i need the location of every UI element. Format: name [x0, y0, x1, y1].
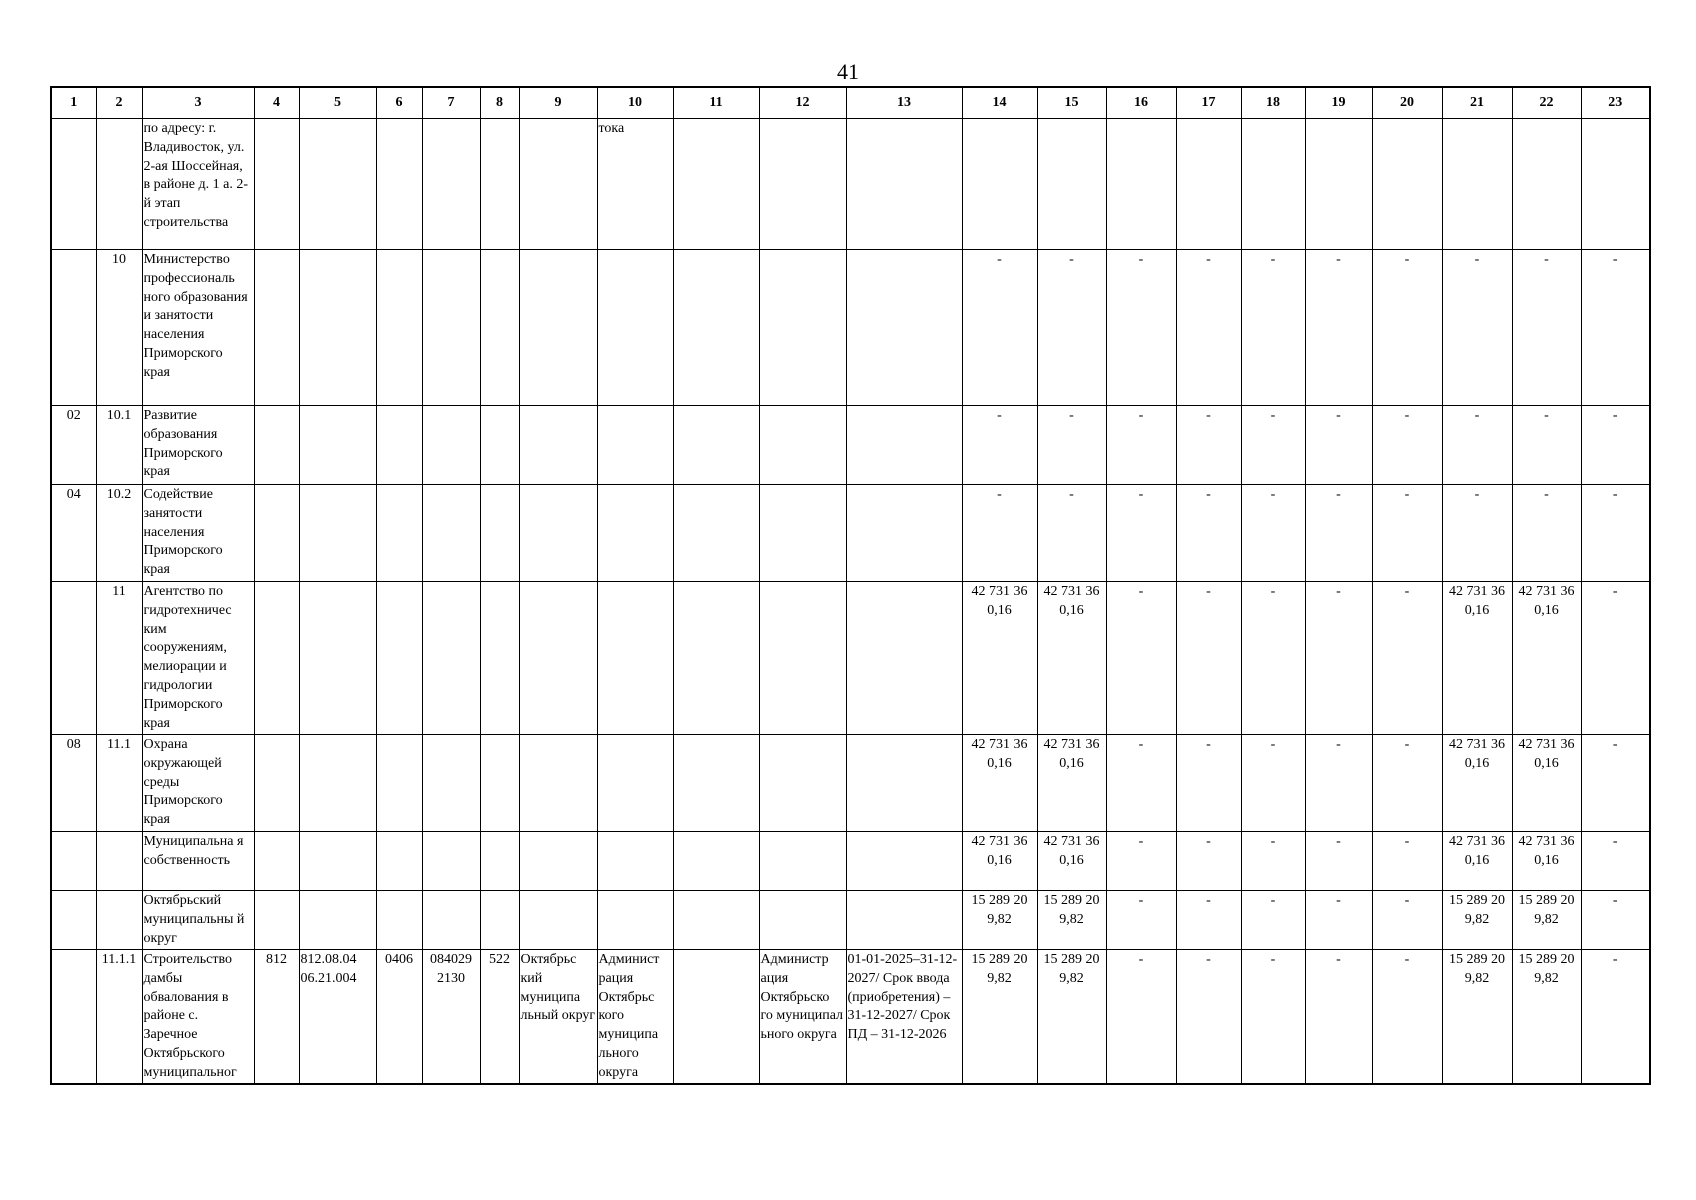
table-cell: 42 731 36 0,16 [1037, 582, 1106, 735]
table-cell: 11.1 [96, 735, 142, 832]
table-cell [254, 735, 299, 832]
table-cell [299, 582, 376, 735]
column-header: 23 [1581, 87, 1650, 119]
column-header: 12 [759, 87, 846, 119]
table-cell: Строительство дамбы обвалования в районе с. Заречное Октябрьского муниципальног [142, 950, 254, 1084]
column-header: 20 [1372, 87, 1442, 119]
table-cell: - [1241, 735, 1305, 832]
column-header: 18 [1241, 87, 1305, 119]
table-cell: 42 731 36 0,16 [1512, 832, 1581, 891]
table-cell [759, 119, 846, 250]
table-cell [422, 832, 480, 891]
table-cell [1442, 119, 1512, 250]
table-cell: - [1241, 891, 1305, 950]
column-header: 3 [142, 87, 254, 119]
table-cell [480, 891, 519, 950]
table-cell [51, 891, 96, 950]
table-cell [1372, 119, 1442, 250]
table-cell: - [1305, 950, 1372, 1084]
table-cell: - [1176, 950, 1241, 1084]
table-cell: - [1372, 485, 1442, 582]
table-cell [846, 485, 962, 582]
table-cell: 08 [51, 735, 96, 832]
table-cell [597, 735, 673, 832]
table-cell [759, 832, 846, 891]
table-cell [254, 250, 299, 406]
table-cell [376, 250, 422, 406]
table-cell [673, 950, 759, 1084]
table-cell: Админист рация Октябрьс кого муниципа льного округа [597, 950, 673, 1084]
budget-table [50, 86, 1651, 1085]
table-cell: - [1305, 250, 1372, 406]
table-cell: 10.2 [96, 485, 142, 582]
table-cell: - [1581, 250, 1650, 406]
table-cell: - [1241, 950, 1305, 1084]
table-cell: - [1037, 250, 1106, 406]
table-cell: - [1037, 406, 1106, 485]
table-cell: Октябрьский муниципальны й округ [142, 891, 254, 950]
column-header: 11 [673, 87, 759, 119]
table-cell: - [1106, 582, 1176, 735]
table-cell [519, 582, 597, 735]
table-cell: - [1176, 485, 1241, 582]
table-cell: - [962, 250, 1037, 406]
table-cell: 15 289 20 9,82 [1512, 891, 1581, 950]
table-cell: - [1372, 582, 1442, 735]
table-cell [480, 119, 519, 250]
table-cell [846, 832, 962, 891]
table-row [51, 582, 1650, 735]
table-cell: - [1581, 485, 1650, 582]
table-cell: - [1512, 485, 1581, 582]
column-header: 5 [299, 87, 376, 119]
column-header: 17 [1176, 87, 1241, 119]
table-cell: 04 [51, 485, 96, 582]
table-cell: Министерство профессиональ ного образования и занятости населения Приморского края [142, 250, 254, 406]
table-cell: - [1106, 485, 1176, 582]
table-cell: - [962, 406, 1037, 485]
table-cell: - [1512, 406, 1581, 485]
table-cell: 15 289 20 9,82 [1442, 950, 1512, 1084]
table-cell [254, 832, 299, 891]
column-header: 1 [51, 87, 96, 119]
table-cell [299, 735, 376, 832]
table-cell: тока [597, 119, 673, 250]
column-header: 14 [962, 87, 1037, 119]
table-cell [376, 485, 422, 582]
table-cell [480, 735, 519, 832]
table-row [51, 832, 1650, 891]
table-cell [846, 735, 962, 832]
table-row [51, 891, 1650, 950]
table-cell [759, 250, 846, 406]
table-cell: 42 731 36 0,16 [962, 832, 1037, 891]
table-cell [51, 832, 96, 891]
table-cell [1512, 119, 1581, 250]
table-cell [597, 582, 673, 735]
table-cell [299, 406, 376, 485]
table-cell: 15 289 20 9,82 [1037, 950, 1106, 1084]
table-cell: по адресу: г. Владивосток, ул. 2-ая Шоссейная, в районе д. 1 а. 2-й этап строительства [142, 119, 254, 250]
table-cell: 084029 2130 [422, 950, 480, 1084]
table-cell [299, 250, 376, 406]
column-header: 9 [519, 87, 597, 119]
table-cell: - [1581, 406, 1650, 485]
table-cell: Содействие занятости населения Приморского края [142, 485, 254, 582]
column-header: 21 [1442, 87, 1512, 119]
table-cell: - [1305, 891, 1372, 950]
table-cell [96, 891, 142, 950]
table-cell: - [1581, 891, 1650, 950]
table-cell: 42 731 36 0,16 [1037, 832, 1106, 891]
table-cell: - [1176, 832, 1241, 891]
table-cell [519, 735, 597, 832]
table-cell [1037, 119, 1106, 250]
table-cell: - [1176, 582, 1241, 735]
table-cell [519, 891, 597, 950]
table-cell [480, 832, 519, 891]
table-cell: 15 289 20 9,82 [1442, 891, 1512, 950]
table-cell: 42 731 36 0,16 [1442, 735, 1512, 832]
table-cell: - [1581, 950, 1650, 1084]
table-row [51, 735, 1650, 832]
table-row [51, 406, 1650, 485]
table-cell [673, 119, 759, 250]
table-cell [759, 485, 846, 582]
table-cell [846, 891, 962, 950]
table-cell [1305, 119, 1372, 250]
table-cell [519, 485, 597, 582]
table-cell: - [1106, 406, 1176, 485]
column-header: 15 [1037, 87, 1106, 119]
table-cell [673, 406, 759, 485]
table-cell [673, 832, 759, 891]
table-cell [1241, 119, 1305, 250]
column-header: 19 [1305, 87, 1372, 119]
table-cell: - [1106, 950, 1176, 1084]
table-cell: 42 731 36 0,16 [1512, 582, 1581, 735]
table-cell: 42 731 36 0,16 [962, 735, 1037, 832]
table-cell: Агентство по гидротехничес ким сооружениям, мелиорации и гидрологии Приморского края [142, 582, 254, 735]
table-cell [376, 891, 422, 950]
table-cell: - [1241, 406, 1305, 485]
table-cell [96, 119, 142, 250]
table-cell [597, 250, 673, 406]
table-cell: - [1241, 582, 1305, 735]
table-cell [422, 250, 480, 406]
table-cell: Октябрьс кий муниципа льный округ [519, 950, 597, 1084]
table-cell [376, 735, 422, 832]
table-cell: - [1106, 832, 1176, 891]
table-cell [673, 735, 759, 832]
table-cell [519, 832, 597, 891]
table-cell [254, 406, 299, 485]
table-cell [597, 485, 673, 582]
table-cell [673, 250, 759, 406]
table-cell: 01-01-2025–31-12-2027/ Срок ввода (приобретения) – 31-12-2027/ Срок ПД – 31-12-2026 [846, 950, 962, 1084]
column-header: 4 [254, 87, 299, 119]
table-cell [422, 891, 480, 950]
table-cell [673, 582, 759, 735]
table-cell [1176, 119, 1241, 250]
table-cell: 42 731 36 0,16 [1442, 582, 1512, 735]
table-cell [673, 891, 759, 950]
table-cell [51, 582, 96, 735]
table-row [51, 250, 1650, 406]
table-cell: - [1581, 582, 1650, 735]
table-cell [519, 119, 597, 250]
table-cell [846, 250, 962, 406]
table-cell [597, 832, 673, 891]
table-cell [1581, 119, 1650, 250]
table-cell: - [1176, 735, 1241, 832]
table-cell: - [1372, 832, 1442, 891]
table-cell: - [1241, 832, 1305, 891]
table-cell: Администр ация Октябрьско го муниципал ьного округа [759, 950, 846, 1084]
table-cell [480, 582, 519, 735]
table-cell: 522 [480, 950, 519, 1084]
table-cell [254, 119, 299, 250]
table-cell: - [1106, 891, 1176, 950]
table-cell: - [1106, 250, 1176, 406]
page-number: 41 [837, 59, 859, 84]
table-cell [1106, 119, 1176, 250]
table-cell: 15 289 20 9,82 [962, 891, 1037, 950]
column-header: 2 [96, 87, 142, 119]
column-header: 6 [376, 87, 422, 119]
table-cell [422, 582, 480, 735]
table-cell: 15 289 20 9,82 [1037, 891, 1106, 950]
table-cell: - [1442, 485, 1512, 582]
column-header: 8 [480, 87, 519, 119]
table-cell: - [1176, 250, 1241, 406]
table-cell [759, 891, 846, 950]
column-header: 16 [1106, 87, 1176, 119]
table-cell [376, 119, 422, 250]
table-cell: - [1305, 832, 1372, 891]
table-cell: - [1442, 250, 1512, 406]
table-cell: - [1581, 735, 1650, 832]
table-cell: - [1305, 735, 1372, 832]
table-cell [422, 119, 480, 250]
table-cell [51, 950, 96, 1084]
table-cell: - [1106, 735, 1176, 832]
table-cell: 11 [96, 582, 142, 735]
table-cell [480, 485, 519, 582]
table-cell: Развитие образования Приморского края [142, 406, 254, 485]
table-row [51, 950, 1650, 1084]
table-cell: - [1305, 582, 1372, 735]
table-cell: - [1241, 250, 1305, 406]
table-cell: 02 [51, 406, 96, 485]
table-cell: - [1372, 250, 1442, 406]
table-cell: - [1372, 406, 1442, 485]
table-cell [299, 832, 376, 891]
table-cell: 11.1.1 [96, 950, 142, 1084]
table-cell [422, 735, 480, 832]
table-cell [846, 582, 962, 735]
column-header: 13 [846, 87, 962, 119]
table-cell [597, 406, 673, 485]
table-cell: - [1442, 406, 1512, 485]
table-cell [519, 250, 597, 406]
table-cell [299, 891, 376, 950]
table-cell [254, 485, 299, 582]
table-cell: 0406 [376, 950, 422, 1084]
table-row [51, 485, 1650, 582]
table-cell [299, 119, 376, 250]
table-cell: - [1372, 735, 1442, 832]
table-cell [759, 582, 846, 735]
table-cell: - [1037, 485, 1106, 582]
table-cell: 812.08.04 06.21.004 [299, 950, 376, 1084]
table-cell: - [1372, 950, 1442, 1084]
table-cell: 42 731 36 0,16 [1512, 735, 1581, 832]
table-cell: 42 731 36 0,16 [1037, 735, 1106, 832]
table-cell [597, 891, 673, 950]
table-cell [846, 406, 962, 485]
table-cell [519, 406, 597, 485]
table-cell: 10.1 [96, 406, 142, 485]
table-cell [376, 832, 422, 891]
column-header: 10 [597, 87, 673, 119]
table-cell: - [1305, 406, 1372, 485]
table-cell [673, 485, 759, 582]
table-cell [846, 119, 962, 250]
table-cell [422, 406, 480, 485]
table-cell [299, 485, 376, 582]
table-cell: - [1512, 250, 1581, 406]
table-cell [51, 119, 96, 250]
table-cell: - [1581, 832, 1650, 891]
table-cell [376, 582, 422, 735]
table-cell [962, 119, 1037, 250]
table-cell: - [1176, 891, 1241, 950]
table-cell [376, 406, 422, 485]
table-cell [480, 406, 519, 485]
table-cell: - [962, 485, 1037, 582]
table-cell [254, 891, 299, 950]
table-cell [759, 406, 846, 485]
table-cell: Муниципальна я собственность [142, 832, 254, 891]
table-cell: 10 [96, 250, 142, 406]
table-cell: 812 [254, 950, 299, 1084]
column-header: 22 [1512, 87, 1581, 119]
table-row [51, 119, 1650, 250]
table-cell [51, 250, 96, 406]
table-cell [759, 735, 846, 832]
column-header: 7 [422, 87, 480, 119]
table-header-row [51, 87, 1650, 119]
table-cell: - [1305, 485, 1372, 582]
table-cell: Охрана окружающей среды Приморского края [142, 735, 254, 832]
table-cell: 15 289 20 9,82 [962, 950, 1037, 1084]
table-cell: 42 731 36 0,16 [962, 582, 1037, 735]
table-cell: - [1176, 406, 1241, 485]
table-cell [480, 250, 519, 406]
table-cell: - [1241, 485, 1305, 582]
table-cell [422, 485, 480, 582]
table-cell: 15 289 20 9,82 [1512, 950, 1581, 1084]
table-body [51, 119, 1650, 1084]
table-cell [254, 582, 299, 735]
table-cell: - [1372, 891, 1442, 950]
table-cell [96, 832, 142, 891]
table-cell: 42 731 36 0,16 [1442, 832, 1512, 891]
